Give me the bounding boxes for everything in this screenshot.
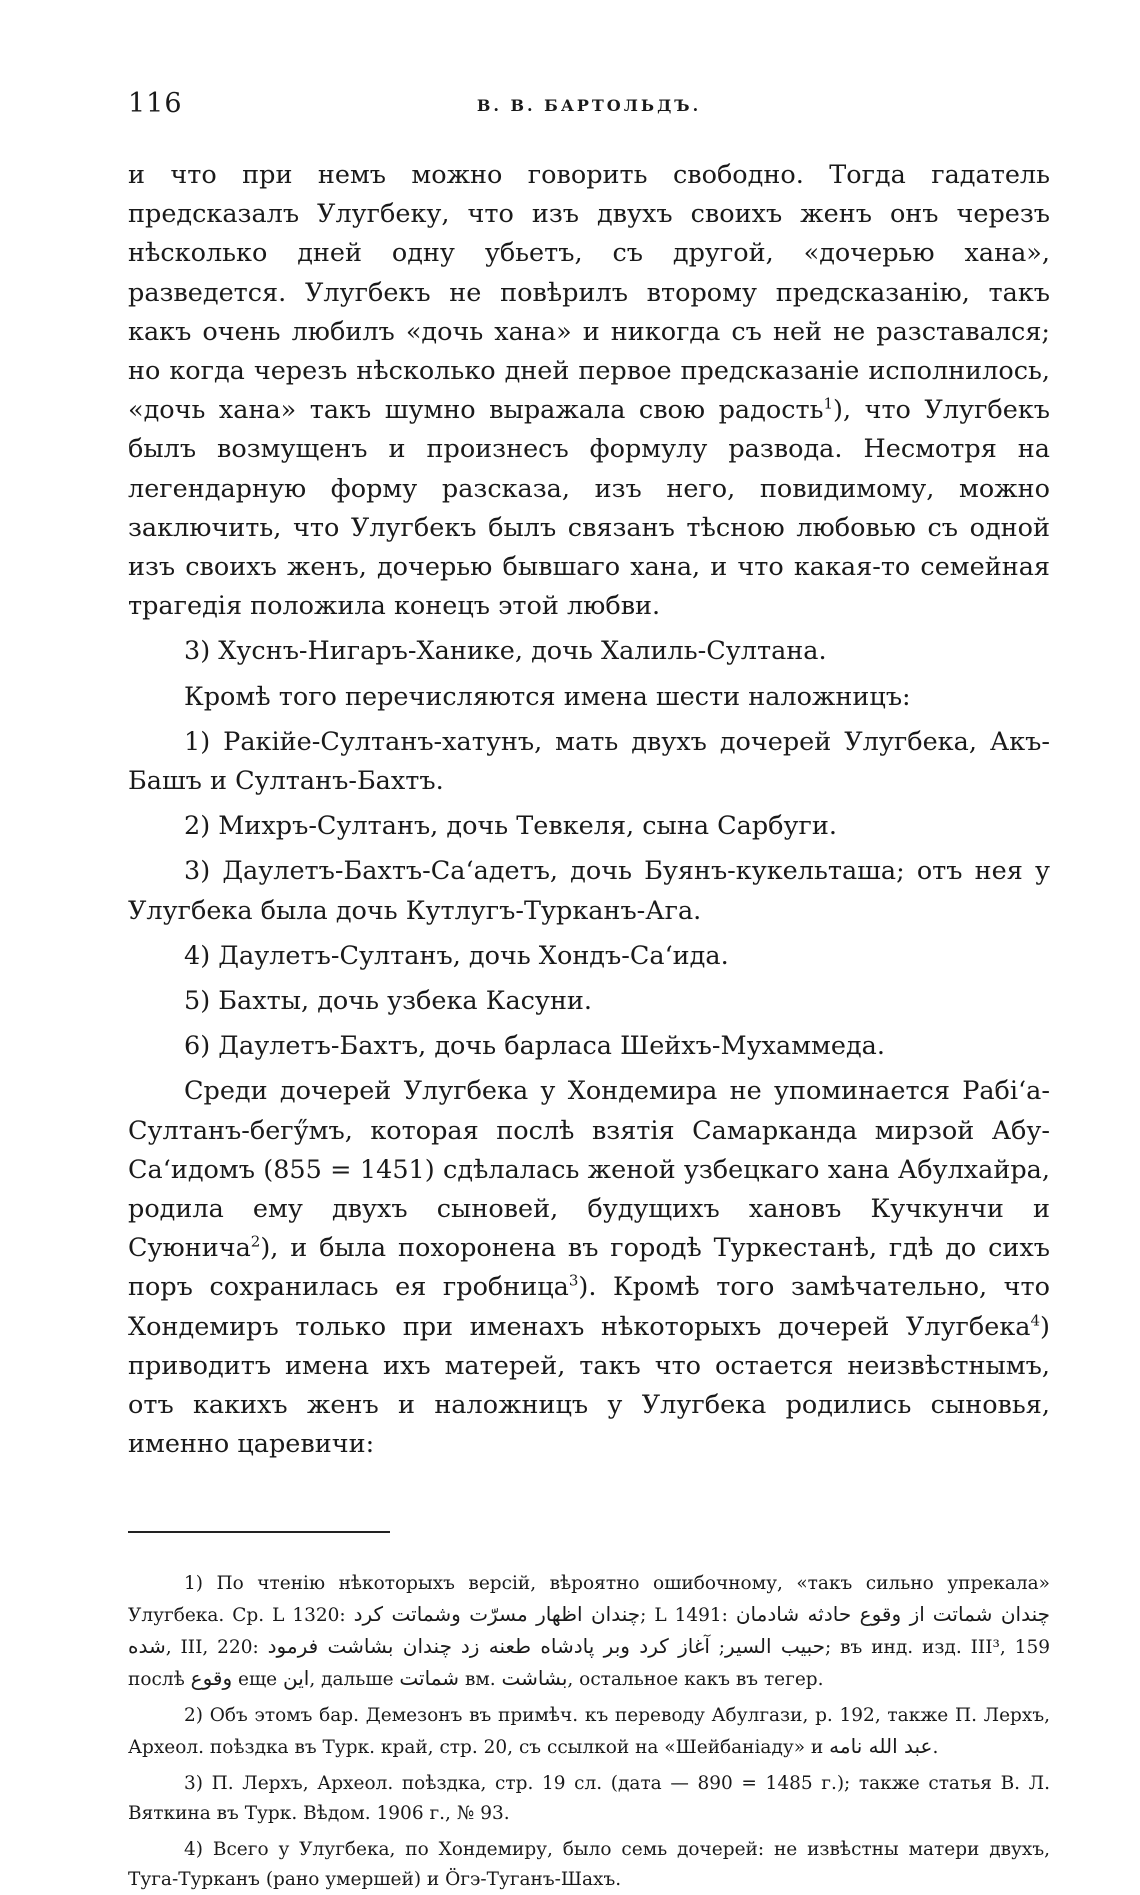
arabic-text: وقوع [190, 1665, 233, 1690]
arabic-text: شماتت [399, 1665, 460, 1690]
paragraph [128, 1072, 1050, 1464]
text-run: ; въ инд. изд. III³, 159 послѣ [128, 1636, 1050, 1690]
paragraph: и что при немъ можно говорить свободно. Тогда гадатель предсказалъ Улугбеку, что изъ двухъ своихъ женъ онъ черезъ нѣсколько дней одну убьетъ, съ другой, «дочерью хана», разведется. Улугбекъ не повѣрилъ второму предсказанію, такъ какъ очень любилъ «дочь хана» и никогда съ ней не разставался; но когда черезъ нѣсколько дней первое предсказаніе исполнилось, «дочь хана» такъ шумно выражала свою радость$^1$), что Улугбекъ былъ возмущенъ и произнесъ формулу развода. Несмотря на легендарную форму разсказа, изъ него, повидимому, можно заключить, что Улугбекъ былъ связанъ тѣсною любовью съ одной изъ своихъ женъ, дочерью бывшаго хана, и что какая-то семейная трагедія положила конецъ этой любви. [128, 160, 1050, 622]
text-run: , III, 220: [165, 1636, 259, 1658]
list-item: 1) Ракійе-Султанъ-хатунъ, мать двухъ дочерей Улугбека, Акъ-Башъ и Султанъ-Бахтъ. [128, 726, 1050, 797]
arabic-text: اين [283, 1665, 310, 1690]
footnote-4: 4) Всего у Улугбека, по Хондемиру, было семь дочерей: не извѣстны матери двухъ, Туга-Турканъ (рано умершей) и Ӧгэ-Туганъ-Шахъ. [128, 1838, 1050, 1890]
footnote-ref: 3 [568, 1271, 579, 1290]
running-title: В. В. БАРТОЛЬДЪ. [476, 96, 702, 115]
text-run: ; L 1491: [640, 1604, 728, 1626]
arabic-text: بشاشت [501, 1665, 568, 1690]
text-run: 1) По чтенію нѣкоторыхъ версій, вѣроятно ошибочному, «такъ сильно упрекала» Улугбека. Ср. L 1320: [128, 1572, 1050, 1626]
paragraph: 3) Хуснъ-Нигаръ-Ханике, дочь Халиль-Султана. [184, 636, 827, 667]
text-run: , дальше [309, 1668, 394, 1690]
paragraph: Кромѣ того перечисляются имена шести наложницъ: [184, 681, 911, 712]
text-run: ) приводитъ имена ихъ матерей, такъ что остается неизвѣстнымъ, отъ какихъ женъ и наложницъ у Улугбека родились сыновья, именно царевичи: [128, 1311, 1050, 1460]
text-run: и что при немъ можно говорить свободно. Тогда гадатель предсказалъ Улугбеку, что изъ двухъ своихъ женъ онъ черезъ нѣсколько дней одну убьетъ, съ другой, «дочерью хана», разведется. Улугбекъ не повѣрилъ второму предсказанію, такъ какъ очень любилъ «дочь хана» и никогда съ ней не разставался; но когда черезъ нѣсколько дней первое предсказаніе исполнилось, «дочь хана» такъ шумно выражала свою радость [128, 160, 1050, 426]
text-run: Среди дочерей Улугбека у Хондемира не упоминается Рабі‘а-Султанъ-бегӳмъ, которая послѣ взятія Самарканда мирзой Абу-Са‘идомъ (855 = 1451) сдѣлалась женой узбецкаго хана Абулхайра, родила ему двухъ сыновей, будущихъ хановъ Кучкунчи и Суюнича [128, 1076, 1050, 1264]
text-run: , что Улугбекъ былъ возмущенъ и произнесъ формулу развода. Несмотря на легендарную форму разсказа, изъ него, повидимому, можно заключить, что Улугбекъ былъ связанъ тѣсною любовью съ одной изъ своихъ женъ, дочерью бывшаго хана, и что какая-то семейная трагедія положила конецъ этой любви. [128, 395, 1050, 622]
footnote-3: 3) П. Лерхъ, Археол. поѣздка, стр. 19 сл. (дата — 890 = 1485 г.); также статья В. Л. Вяткина въ Турк. Вѣдом. 1906 г., № 93. [128, 1772, 1050, 1824]
text-run: ). Кромѣ того замѣчательно, что Хондемиръ только при именахъ нѣкоторыхъ дочерей Улугбека [128, 1272, 1050, 1342]
arabic-text: آغاز کرد وبر پادشاه طعنه زد [460, 1633, 710, 1658]
text-run: еще [238, 1668, 278, 1690]
footnote-ref: 4 [1030, 1311, 1041, 1330]
list-item: 2) Михръ-Султанъ, дочь Тевкеля, сына Сарбуги. [184, 811, 838, 842]
text-run: 2) Объ этомъ бар. Демезонъ въ примѣч. къ переводу Абулгази, p. 192, также П. Лерхъ, Археол. поѣздка въ Турк. край, стр. 20, съ ссылкой на «Шейбаніаду» и [128, 1704, 1050, 1758]
list-item: 4) Даулетъ-Султанъ, дочь Хондъ-Са‘ида. [184, 940, 729, 971]
list-item: 3) Даулетъ-Бахтъ-Са‘адетъ, дочь Буянъ-кукельташа; отъ нея у Улугбека была дочь Кутлугъ-Турканъ-Ага. [128, 856, 1050, 926]
page-header [128, 88, 1050, 134]
list-item: 5) Бахты, дочь узбека Касуни. [184, 986, 593, 1017]
arabic-text: چندان شماتت [932, 1601, 1050, 1626]
text-run: . [932, 1736, 939, 1758]
arabic-text: عبد الله نامه [829, 1733, 933, 1758]
arabic-text: چندان بشاشت فرمود [267, 1633, 452, 1658]
text-run: ; [718, 1636, 726, 1658]
arabic-text: از وقوع حادثه شادمان شده [128, 1601, 925, 1658]
page-number: 116 [128, 88, 183, 119]
list-item: 6) Даулетъ-Бахтъ, дочь барласа Шейхъ-Мухаммеда. [184, 1031, 885, 1062]
main-text [128, 156, 1050, 1465]
footnotes [128, 1569, 1050, 1895]
text-run: вм. [464, 1668, 496, 1690]
footnote-1 [128, 1569, 1050, 1695]
arabic-text: حبيب السير [725, 1633, 826, 1658]
arabic-text: چندان اظهار مسرّت وشماتت کرد [353, 1601, 641, 1626]
footnote-ref: 1 [823, 394, 834, 413]
footnote-ref: 2 [250, 1232, 261, 1251]
footnote-2 [128, 1701, 1050, 1763]
text-run: ), и была похоронена въ городѣ Туркестанѣ, гдѣ до сихъ поръ сохранилась ея гробница [128, 1233, 1050, 1303]
text-run: , остальное какъ въ тегер. [567, 1668, 824, 1690]
footnote-divider [128, 1531, 390, 1533]
